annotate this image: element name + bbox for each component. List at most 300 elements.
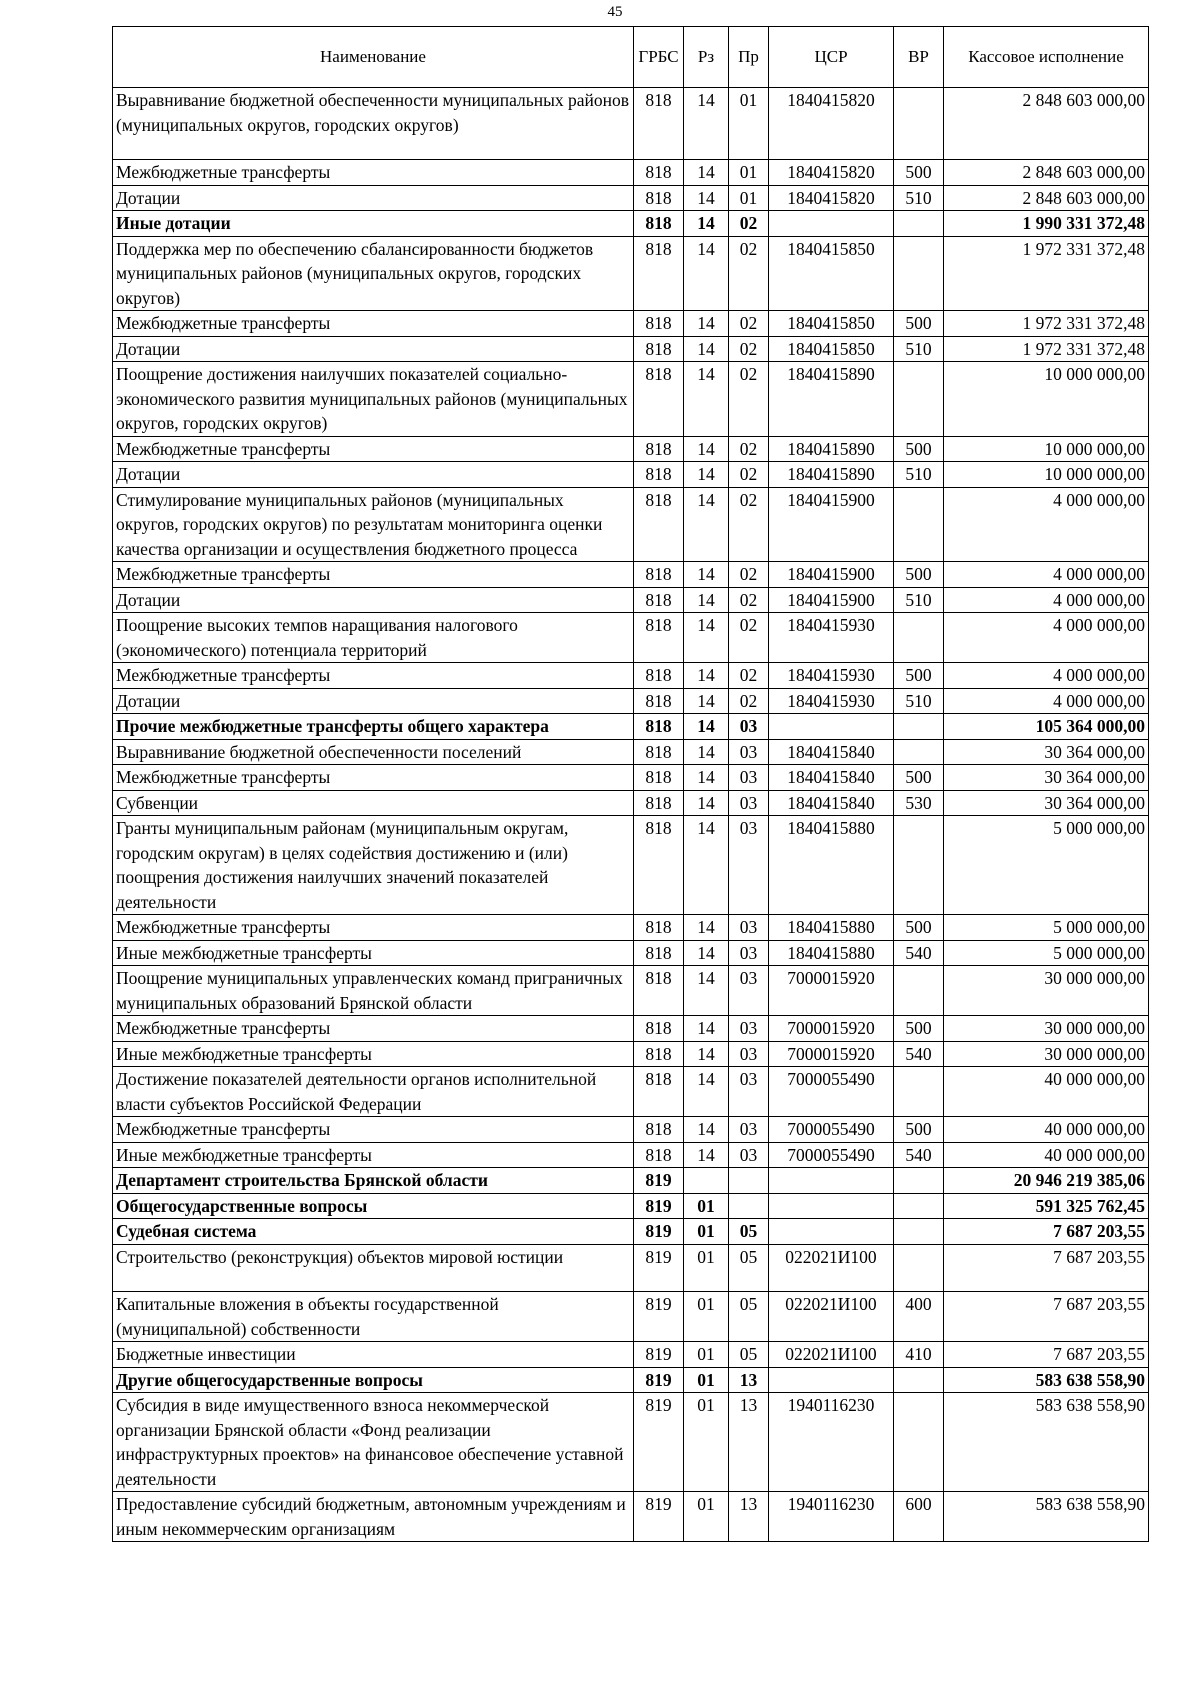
table-row bbox=[113, 160, 1149, 186]
row-vr-cell: 510 bbox=[894, 336, 944, 362]
row-rz-cell: 14 bbox=[684, 1142, 729, 1168]
row-rz-cell: 01 bbox=[684, 1193, 729, 1219]
row-grbs-cell: 818 bbox=[634, 311, 684, 337]
row-sum-cell: 5 000 000,00 bbox=[944, 940, 1149, 966]
budget-table bbox=[112, 26, 1149, 1542]
row-name-cell: Межбюджетные трансферты bbox=[113, 1016, 634, 1042]
row-grbs-cell: 818 bbox=[634, 236, 684, 311]
row-name-cell: Бюджетные инвестиции bbox=[113, 1342, 634, 1368]
table-row bbox=[113, 1367, 1149, 1393]
row-vr-cell bbox=[894, 1244, 944, 1292]
table-row bbox=[113, 1342, 1149, 1368]
row-rz-cell: 14 bbox=[684, 311, 729, 337]
row-vr-cell: 540 bbox=[894, 1041, 944, 1067]
row-rz-cell: 01 bbox=[684, 1342, 729, 1368]
row-sum-cell: 105 364 000,00 bbox=[944, 714, 1149, 740]
row-csr-cell: 7000055490 bbox=[769, 1142, 894, 1168]
row-vr-cell: 500 bbox=[894, 765, 944, 791]
table-row bbox=[113, 1292, 1149, 1342]
row-rz-cell: 14 bbox=[684, 211, 729, 237]
row-name-cell: Предоставление субсидий бюджетным, автономным учреждениям и иным некоммерческим организациям bbox=[113, 1492, 634, 1542]
row-grbs-cell: 818 bbox=[634, 185, 684, 211]
row-name-cell: Межбюджетные трансферты bbox=[113, 663, 634, 689]
row-rz-cell: 14 bbox=[684, 1016, 729, 1042]
row-rz-cell: 14 bbox=[684, 88, 729, 160]
row-csr-cell: 1840415900 bbox=[769, 562, 894, 588]
row-name-cell: Судебная система bbox=[113, 1219, 634, 1245]
table-row bbox=[113, 1393, 1149, 1492]
table-row bbox=[113, 765, 1149, 791]
row-sum-cell: 4 000 000,00 bbox=[944, 587, 1149, 613]
row-vr-cell: 510 bbox=[894, 185, 944, 211]
row-name-cell: Строительство (реконструкция) объектов мировой юстиции bbox=[113, 1244, 634, 1292]
row-sum-cell: 2 848 603 000,00 bbox=[944, 160, 1149, 186]
table-row bbox=[113, 562, 1149, 588]
row-rz-cell: 01 bbox=[684, 1393, 729, 1492]
row-grbs-cell: 818 bbox=[634, 1142, 684, 1168]
row-pr-cell: 05 bbox=[729, 1292, 769, 1342]
row-name-cell: Поощрение высоких темпов наращивания налогового (экономического) потенциала территорий bbox=[113, 613, 634, 663]
row-rz-cell: 14 bbox=[684, 336, 729, 362]
row-vr-cell bbox=[894, 1067, 944, 1117]
row-sum-cell: 591 325 762,45 bbox=[944, 1193, 1149, 1219]
row-grbs-cell: 819 bbox=[634, 1193, 684, 1219]
row-pr-cell: 03 bbox=[729, 940, 769, 966]
row-csr-cell: 1840415840 bbox=[769, 765, 894, 791]
table-row bbox=[113, 336, 1149, 362]
page-number: 45 bbox=[607, 4, 623, 20]
row-vr-cell: 530 bbox=[894, 790, 944, 816]
row-grbs-cell: 818 bbox=[634, 487, 684, 562]
row-csr-cell: 1840415880 bbox=[769, 816, 894, 915]
row-csr-cell: 7000055490 bbox=[769, 1117, 894, 1143]
row-rz-cell: 14 bbox=[684, 816, 729, 915]
row-pr-cell: 13 bbox=[729, 1393, 769, 1492]
row-vr-cell bbox=[894, 613, 944, 663]
row-rz-cell: 14 bbox=[684, 487, 729, 562]
row-name-cell: Межбюджетные трансферты bbox=[113, 311, 634, 337]
row-vr-cell: 540 bbox=[894, 940, 944, 966]
row-grbs-cell: 818 bbox=[634, 966, 684, 1016]
row-vr-cell bbox=[894, 966, 944, 1016]
row-vr-cell: 400 bbox=[894, 1292, 944, 1342]
table-row bbox=[113, 1168, 1149, 1194]
row-vr-cell: 510 bbox=[894, 462, 944, 488]
row-grbs-cell: 818 bbox=[634, 88, 684, 160]
row-name-cell: Межбюджетные трансферты bbox=[113, 160, 634, 186]
row-sum-cell: 7 687 203,55 bbox=[944, 1292, 1149, 1342]
row-sum-cell: 40 000 000,00 bbox=[944, 1117, 1149, 1143]
table-row bbox=[113, 739, 1149, 765]
row-sum-cell: 30 364 000,00 bbox=[944, 765, 1149, 791]
row-sum-cell: 2 848 603 000,00 bbox=[944, 185, 1149, 211]
row-pr-cell: 02 bbox=[729, 462, 769, 488]
row-pr-cell: 03 bbox=[729, 765, 769, 791]
table-row bbox=[113, 436, 1149, 462]
row-csr-cell: 1840415850 bbox=[769, 236, 894, 311]
row-grbs-cell: 818 bbox=[634, 462, 684, 488]
row-csr-cell: 1840415880 bbox=[769, 915, 894, 941]
row-sum-cell: 583 638 558,90 bbox=[944, 1393, 1149, 1492]
row-name-cell: Поддержка мер по обеспечению сбалансированности бюджетов муниципальных районов (муниципальных округов, городских округов) bbox=[113, 236, 634, 311]
row-csr-cell: 1840415900 bbox=[769, 487, 894, 562]
row-pr-cell: 03 bbox=[729, 739, 769, 765]
row-rz-cell: 01 bbox=[684, 1492, 729, 1542]
row-name-cell: Поощрение муниципальных управленческих команд приграничных муниципальных образований Брянской области bbox=[113, 966, 634, 1016]
header-rz: Рз bbox=[684, 27, 729, 88]
row-vr-cell bbox=[894, 487, 944, 562]
row-vr-cell bbox=[894, 362, 944, 437]
row-sum-cell: 4 000 000,00 bbox=[944, 613, 1149, 663]
row-pr-cell: 03 bbox=[729, 1016, 769, 1042]
row-name-cell: Межбюджетные трансферты bbox=[113, 765, 634, 791]
row-sum-cell: 5 000 000,00 bbox=[944, 915, 1149, 941]
row-name-cell: Департамент строительства Брянской области bbox=[113, 1168, 634, 1194]
row-pr-cell: 01 bbox=[729, 160, 769, 186]
table-row bbox=[113, 1016, 1149, 1042]
row-rz-cell: 14 bbox=[684, 663, 729, 689]
header-pr: Пр bbox=[729, 27, 769, 88]
row-vr-cell: 500 bbox=[894, 160, 944, 186]
row-pr-cell: 13 bbox=[729, 1367, 769, 1393]
row-pr-cell: 03 bbox=[729, 1067, 769, 1117]
row-csr-cell: 7000055490 bbox=[769, 1067, 894, 1117]
row-pr-cell: 01 bbox=[729, 185, 769, 211]
row-grbs-cell: 818 bbox=[634, 915, 684, 941]
row-csr-cell: 1940116230 bbox=[769, 1393, 894, 1492]
row-name-cell: Другие общегосударственные вопросы bbox=[113, 1367, 634, 1393]
row-vr-cell bbox=[894, 714, 944, 740]
row-grbs-cell: 818 bbox=[634, 587, 684, 613]
table-row bbox=[113, 462, 1149, 488]
row-grbs-cell: 818 bbox=[634, 336, 684, 362]
row-sum-cell: 10 000 000,00 bbox=[944, 436, 1149, 462]
row-csr-cell: 1840415890 bbox=[769, 436, 894, 462]
row-rz-cell: 14 bbox=[684, 915, 729, 941]
row-grbs-cell: 818 bbox=[634, 362, 684, 437]
row-sum-cell: 30 000 000,00 bbox=[944, 1041, 1149, 1067]
row-grbs-cell: 818 bbox=[634, 816, 684, 915]
row-vr-cell bbox=[894, 236, 944, 311]
row-csr-cell: 1840415930 bbox=[769, 688, 894, 714]
row-rz-cell: 14 bbox=[684, 940, 729, 966]
row-csr-cell: 1840415820 bbox=[769, 160, 894, 186]
row-vr-cell bbox=[894, 211, 944, 237]
row-pr-cell: 02 bbox=[729, 562, 769, 588]
row-pr-cell: 02 bbox=[729, 236, 769, 311]
row-csr-cell: 1840415820 bbox=[769, 185, 894, 211]
row-pr-cell bbox=[729, 1168, 769, 1194]
table-row bbox=[113, 790, 1149, 816]
row-sum-cell: 583 638 558,90 bbox=[944, 1367, 1149, 1393]
row-name-cell: Субсидия в виде имущественного взноса некоммерческой организации Брянской области «Фонд реализации инфраструктурных проектов» на финансовое обеспечение уставной деятельности bbox=[113, 1393, 634, 1492]
row-name-cell: Поощрение достижения наилучших показателей социально-экономического развития муниципальных районов (муниципальных округов, городских округов) bbox=[113, 362, 634, 437]
row-csr-cell bbox=[769, 1168, 894, 1194]
row-name-cell: Прочие межбюджетные трансферты общего характера bbox=[113, 714, 634, 740]
row-rz-cell: 14 bbox=[684, 1041, 729, 1067]
row-vr-cell: 500 bbox=[894, 663, 944, 689]
row-csr-cell: 1840415900 bbox=[769, 587, 894, 613]
row-rz-cell: 14 bbox=[684, 462, 729, 488]
table-row bbox=[113, 915, 1149, 941]
row-sum-cell: 7 687 203,55 bbox=[944, 1342, 1149, 1368]
row-pr-cell: 01 bbox=[729, 88, 769, 160]
row-csr-cell bbox=[769, 1219, 894, 1245]
row-csr-cell: 1840415840 bbox=[769, 739, 894, 765]
table-row bbox=[113, 613, 1149, 663]
table-row bbox=[113, 362, 1149, 437]
row-pr-cell: 02 bbox=[729, 311, 769, 337]
row-vr-cell: 410 bbox=[894, 1342, 944, 1368]
row-sum-cell: 30 364 000,00 bbox=[944, 790, 1149, 816]
row-grbs-cell: 818 bbox=[634, 739, 684, 765]
table-row bbox=[113, 816, 1149, 915]
table-row bbox=[113, 487, 1149, 562]
table-row bbox=[113, 940, 1149, 966]
row-vr-cell: 500 bbox=[894, 436, 944, 462]
row-grbs-cell: 819 bbox=[634, 1244, 684, 1292]
row-pr-cell: 02 bbox=[729, 688, 769, 714]
row-grbs-cell: 819 bbox=[634, 1292, 684, 1342]
row-pr-cell: 02 bbox=[729, 362, 769, 437]
row-sum-cell: 4 000 000,00 bbox=[944, 562, 1149, 588]
row-grbs-cell: 818 bbox=[634, 1067, 684, 1117]
row-rz-cell: 14 bbox=[684, 1117, 729, 1143]
row-grbs-cell: 819 bbox=[634, 1393, 684, 1492]
row-csr-cell: 1840415890 bbox=[769, 362, 894, 437]
row-vr-cell bbox=[894, 1193, 944, 1219]
row-name-cell: Общегосударственные вопросы bbox=[113, 1193, 634, 1219]
row-rz-cell: 01 bbox=[684, 1219, 729, 1245]
row-grbs-cell: 818 bbox=[634, 714, 684, 740]
table-row bbox=[113, 714, 1149, 740]
row-vr-cell bbox=[894, 1367, 944, 1393]
row-sum-cell: 10 000 000,00 bbox=[944, 462, 1149, 488]
row-csr-cell bbox=[769, 1367, 894, 1393]
table-row bbox=[113, 966, 1149, 1016]
row-rz-cell: 14 bbox=[684, 688, 729, 714]
row-pr-cell: 02 bbox=[729, 587, 769, 613]
header-name: Наименование bbox=[113, 27, 634, 88]
row-rz-cell: 14 bbox=[684, 160, 729, 186]
row-pr-cell: 02 bbox=[729, 336, 769, 362]
row-grbs-cell: 818 bbox=[634, 436, 684, 462]
row-rz-cell: 14 bbox=[684, 790, 729, 816]
row-csr-cell: 1840415840 bbox=[769, 790, 894, 816]
row-grbs-cell: 818 bbox=[634, 211, 684, 237]
row-grbs-cell: 818 bbox=[634, 1117, 684, 1143]
row-grbs-cell: 819 bbox=[634, 1168, 684, 1194]
row-csr-cell: 1840415930 bbox=[769, 613, 894, 663]
row-vr-cell bbox=[894, 88, 944, 160]
row-sum-cell: 1 972 331 372,48 bbox=[944, 336, 1149, 362]
row-vr-cell bbox=[894, 1219, 944, 1245]
row-rz-cell: 14 bbox=[684, 362, 729, 437]
row-name-cell: Иные межбюджетные трансферты bbox=[113, 1142, 634, 1168]
row-csr-cell: 1840415850 bbox=[769, 311, 894, 337]
row-grbs-cell: 818 bbox=[634, 940, 684, 966]
table-row bbox=[113, 1041, 1149, 1067]
row-grbs-cell: 819 bbox=[634, 1492, 684, 1542]
row-sum-cell: 4 000 000,00 bbox=[944, 663, 1149, 689]
row-vr-cell: 500 bbox=[894, 562, 944, 588]
table-row bbox=[113, 1067, 1149, 1117]
row-csr-cell bbox=[769, 211, 894, 237]
row-csr-cell: 1840415850 bbox=[769, 336, 894, 362]
row-vr-cell: 500 bbox=[894, 915, 944, 941]
row-rz-cell: 14 bbox=[684, 436, 729, 462]
row-sum-cell: 30 000 000,00 bbox=[944, 966, 1149, 1016]
row-pr-cell: 05 bbox=[729, 1219, 769, 1245]
table-row bbox=[113, 1142, 1149, 1168]
row-rz-cell bbox=[684, 1168, 729, 1194]
table-row bbox=[113, 311, 1149, 337]
row-sum-cell: 2 848 603 000,00 bbox=[944, 88, 1149, 160]
row-vr-cell bbox=[894, 816, 944, 915]
row-sum-cell: 1 990 331 372,48 bbox=[944, 211, 1149, 237]
row-rz-cell: 14 bbox=[684, 1067, 729, 1117]
row-name-cell: Межбюджетные трансферты bbox=[113, 915, 634, 941]
row-sum-cell: 583 638 558,90 bbox=[944, 1492, 1149, 1542]
row-sum-cell: 1 972 331 372,48 bbox=[944, 236, 1149, 311]
row-vr-cell bbox=[894, 1393, 944, 1492]
row-grbs-cell: 818 bbox=[634, 663, 684, 689]
row-csr-cell: 1940116230 bbox=[769, 1492, 894, 1542]
row-sum-cell: 40 000 000,00 bbox=[944, 1067, 1149, 1117]
row-pr-cell: 02 bbox=[729, 211, 769, 237]
table-row bbox=[113, 663, 1149, 689]
row-pr-cell: 03 bbox=[729, 915, 769, 941]
row-name-cell: Достижение показателей деятельности органов исполнительной власти субъектов Российской Федерации bbox=[113, 1067, 634, 1117]
row-sum-cell: 7 687 203,55 bbox=[944, 1244, 1149, 1292]
row-rz-cell: 01 bbox=[684, 1244, 729, 1292]
row-rz-cell: 01 bbox=[684, 1367, 729, 1393]
row-pr-cell: 02 bbox=[729, 487, 769, 562]
row-pr-cell: 02 bbox=[729, 613, 769, 663]
row-csr-cell: 022021И100 bbox=[769, 1244, 894, 1292]
row-rz-cell: 14 bbox=[684, 613, 729, 663]
row-pr-cell: 03 bbox=[729, 966, 769, 1016]
row-sum-cell: 1 972 331 372,48 bbox=[944, 311, 1149, 337]
row-csr-cell: 1840415890 bbox=[769, 462, 894, 488]
row-csr-cell: 1840415880 bbox=[769, 940, 894, 966]
table-row bbox=[113, 236, 1149, 311]
table-header-row bbox=[113, 27, 1149, 88]
row-name-cell: Иные дотации bbox=[113, 211, 634, 237]
row-pr-cell: 03 bbox=[729, 1117, 769, 1143]
row-rz-cell: 01 bbox=[684, 1292, 729, 1342]
row-name-cell: Дотации bbox=[113, 587, 634, 613]
row-grbs-cell: 818 bbox=[634, 1041, 684, 1067]
row-sum-cell: 4 000 000,00 bbox=[944, 688, 1149, 714]
row-name-cell: Стимулирование муниципальных районов (муниципальных округов, городских округов) по результатам мониторинга оценки качества организации и осуществления бюджетного процесса bbox=[113, 487, 634, 562]
header-grbs: ГРБС bbox=[634, 27, 684, 88]
table-row bbox=[113, 688, 1149, 714]
row-pr-cell: 03 bbox=[729, 714, 769, 740]
row-grbs-cell: 819 bbox=[634, 1342, 684, 1368]
row-rz-cell: 14 bbox=[684, 765, 729, 791]
row-sum-cell: 7 687 203,55 bbox=[944, 1219, 1149, 1245]
row-vr-cell bbox=[894, 739, 944, 765]
row-name-cell: Выравнивание бюджетной обеспеченности муниципальных районов (муниципальных округов, городских округов) bbox=[113, 88, 634, 160]
row-csr-cell: 022021И100 bbox=[769, 1292, 894, 1342]
row-csr-cell: 1840415930 bbox=[769, 663, 894, 689]
row-csr-cell bbox=[769, 714, 894, 740]
row-name-cell: Дотации bbox=[113, 462, 634, 488]
row-csr-cell: 7000015920 bbox=[769, 1041, 894, 1067]
row-vr-cell: 500 bbox=[894, 1117, 944, 1143]
row-sum-cell: 40 000 000,00 bbox=[944, 1142, 1149, 1168]
row-name-cell: Субвенции bbox=[113, 790, 634, 816]
table-row bbox=[113, 185, 1149, 211]
row-csr-cell: 7000015920 bbox=[769, 966, 894, 1016]
table-row bbox=[113, 1193, 1149, 1219]
row-pr-cell: 02 bbox=[729, 663, 769, 689]
row-sum-cell: 20 946 219 385,06 bbox=[944, 1168, 1149, 1194]
row-vr-cell: 510 bbox=[894, 587, 944, 613]
row-pr-cell: 03 bbox=[729, 816, 769, 915]
row-csr-cell: 022021И100 bbox=[769, 1342, 894, 1368]
row-vr-cell bbox=[894, 1168, 944, 1194]
row-name-cell: Межбюджетные трансферты bbox=[113, 436, 634, 462]
row-rz-cell: 14 bbox=[684, 236, 729, 311]
row-grbs-cell: 819 bbox=[634, 1367, 684, 1393]
row-pr-cell: 05 bbox=[729, 1244, 769, 1292]
table-row bbox=[113, 88, 1149, 160]
row-vr-cell: 540 bbox=[894, 1142, 944, 1168]
table-row bbox=[113, 1244, 1149, 1292]
table-body bbox=[113, 88, 1149, 1542]
row-vr-cell: 510 bbox=[894, 688, 944, 714]
table-row bbox=[113, 587, 1149, 613]
row-csr-cell: 1840415820 bbox=[769, 88, 894, 160]
row-grbs-cell: 819 bbox=[634, 1219, 684, 1245]
row-rz-cell: 14 bbox=[684, 966, 729, 1016]
row-pr-cell bbox=[729, 1193, 769, 1219]
row-grbs-cell: 818 bbox=[634, 790, 684, 816]
row-vr-cell: 600 bbox=[894, 1492, 944, 1542]
row-pr-cell: 05 bbox=[729, 1342, 769, 1368]
row-grbs-cell: 818 bbox=[634, 765, 684, 791]
row-name-cell: Дотации bbox=[113, 688, 634, 714]
row-grbs-cell: 818 bbox=[634, 688, 684, 714]
row-grbs-cell: 818 bbox=[634, 562, 684, 588]
row-name-cell: Межбюджетные трансферты bbox=[113, 562, 634, 588]
row-pr-cell: 03 bbox=[729, 1041, 769, 1067]
row-pr-cell: 13 bbox=[729, 1492, 769, 1542]
row-rz-cell: 14 bbox=[684, 587, 729, 613]
row-name-cell: Межбюджетные трансферты bbox=[113, 1117, 634, 1143]
header-vr: ВР bbox=[894, 27, 944, 88]
row-grbs-cell: 818 bbox=[634, 160, 684, 186]
row-name-cell: Капитальные вложения в объекты государственной (муниципальной) собственности bbox=[113, 1292, 634, 1342]
row-rz-cell: 14 bbox=[684, 714, 729, 740]
row-grbs-cell: 818 bbox=[634, 613, 684, 663]
row-sum-cell: 10 000 000,00 bbox=[944, 362, 1149, 437]
row-rz-cell: 14 bbox=[684, 739, 729, 765]
row-vr-cell: 500 bbox=[894, 311, 944, 337]
row-rz-cell: 14 bbox=[684, 185, 729, 211]
header-sum: Кассовое исполнение bbox=[944, 27, 1149, 88]
row-sum-cell: 30 000 000,00 bbox=[944, 1016, 1149, 1042]
row-rz-cell: 14 bbox=[684, 562, 729, 588]
table-row bbox=[113, 1219, 1149, 1245]
row-sum-cell: 4 000 000,00 bbox=[944, 487, 1149, 562]
table-row bbox=[113, 211, 1149, 237]
row-pr-cell: 02 bbox=[729, 436, 769, 462]
row-pr-cell: 03 bbox=[729, 1142, 769, 1168]
row-name-cell: Дотации bbox=[113, 336, 634, 362]
